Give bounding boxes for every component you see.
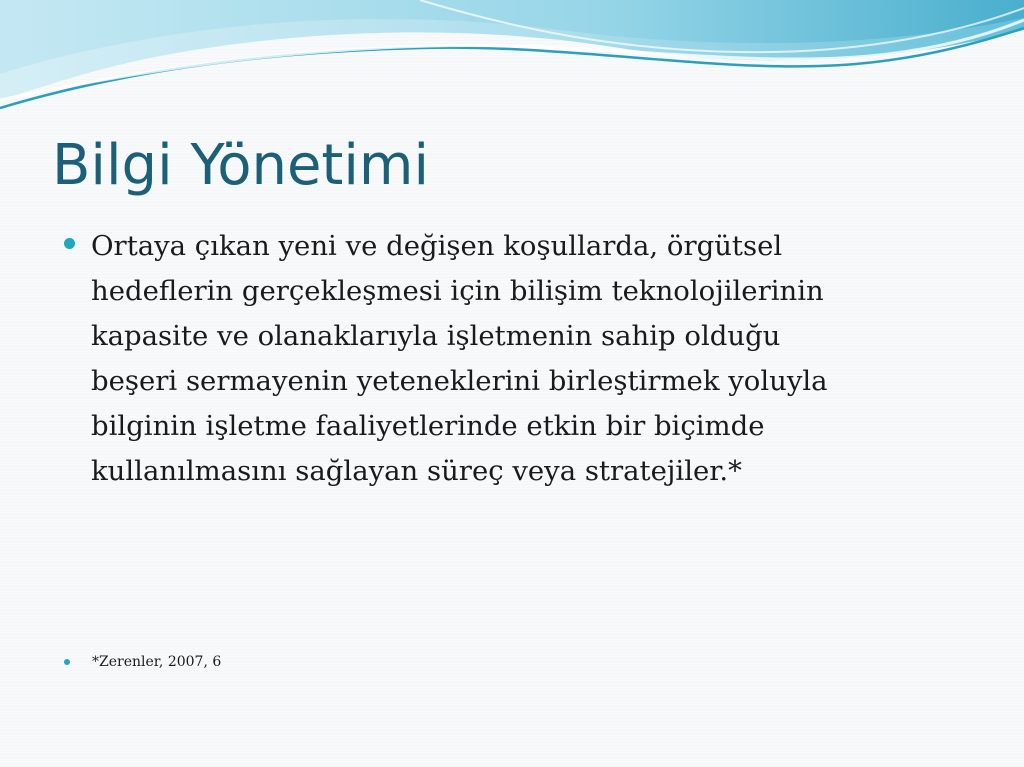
definition-line: kullanılmasını sağlayan süreç veya stratejiler.* <box>91 455 742 487</box>
reference-text: *Zerenler, 2007, 6 <box>92 654 222 670</box>
slide-title: Bilgi Yönetimi <box>52 133 430 198</box>
definition-line: Ortaya çıkan yeni ve değişen koşullarda, örgütsel <box>91 230 783 262</box>
reference-bullet-item <box>64 652 221 672</box>
header-wave-decoration <box>0 0 1024 120</box>
main-bullet-item <box>64 224 964 494</box>
definition-text <box>91 224 961 494</box>
definition-line: bilginin işletme faaliyetlerinde etkin bir biçimde <box>91 410 765 442</box>
definition-line: hedeflerin gerçekleşmesi için bilişim teknolojilerinin <box>91 275 824 307</box>
definition-line: beşeri sermayenin yeteneklerini birleştirmek yoluyla <box>91 365 828 397</box>
definition-line: kapasite ve olanaklarıyla işletmenin sahip olduğu <box>91 320 781 352</box>
bullet-icon <box>64 659 70 665</box>
bullet-icon <box>64 238 75 249</box>
